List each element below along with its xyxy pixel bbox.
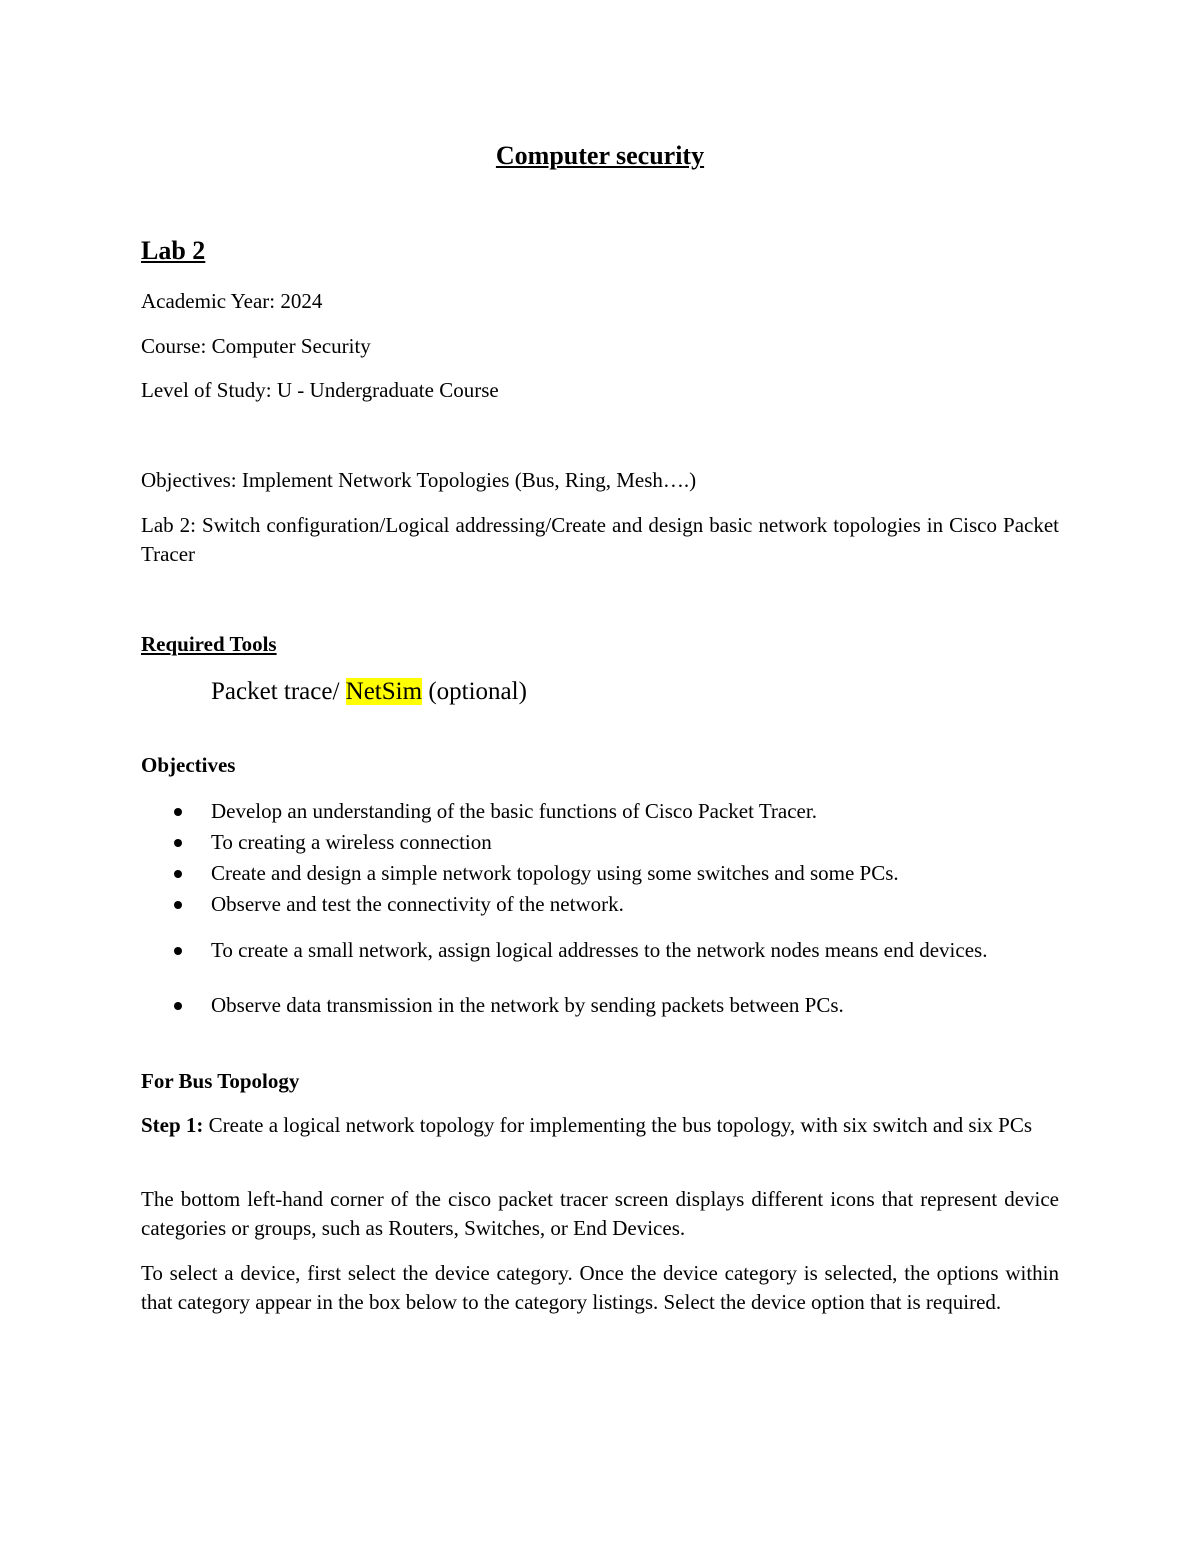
list-item-text: Develop an understanding of the basic functions of Cisco Packet Tracer. <box>211 799 817 823</box>
bus-topology-heading: For Bus Topology <box>141 1069 300 1093</box>
course-line: Course: Computer Security <box>141 334 371 358</box>
lab-description: Lab 2: Switch configuration/Logical addressing/Create and design basic network topologies in Cisco Packet Tracer <box>141 513 1059 566</box>
document-title: Computer security <box>495 141 705 170</box>
tools-line <box>211 676 527 708</box>
tools-suffix: (optional) <box>422 678 527 705</box>
objectives-summary: Objectives: Implement Network Topologies (Bus, Ring, Mesh….) <box>141 468 697 492</box>
bullet-icon <box>174 1002 182 1010</box>
step-1-text: Create a logical network topology for implementing the bus topology, with six switch and six PCs <box>203 1113 1033 1137</box>
bullet-icon <box>174 839 182 847</box>
select-device-paragraph: To select a device, first select the device category. Once the device category is selected, the options within that category appear in the box below to the category listings. Select the device option that is required. <box>141 1261 1059 1314</box>
step-1-label: Step 1: <box>141 1113 204 1137</box>
tools-prefix: Packet trace/ <box>211 678 346 705</box>
level-of-study: Level of Study: U - Undergraduate Course <box>141 378 499 402</box>
bullet-icon <box>174 870 182 878</box>
list-item-text: Create and design a simple network topology using some switches and some PCs. <box>211 861 899 885</box>
list-item-text: To creating a wireless connection <box>211 830 492 854</box>
objectives-heading: Objectives <box>141 753 236 777</box>
bullet-icon <box>174 947 182 955</box>
step-1-paragraph <box>141 1111 1059 1140</box>
list-item-text: Observe and test the connectivity of the network. <box>211 892 624 916</box>
bullet-icon <box>174 808 182 816</box>
tools-highlighted: NetSim <box>345 678 423 705</box>
bullet-icon <box>174 901 182 909</box>
lab-heading: Lab 2 <box>141 236 206 265</box>
list-item-text: Observe data transmission in the network by sending packets between PCs. <box>211 993 844 1017</box>
device-icons-paragraph: The bottom left-hand corner of the cisco packet tracer screen displays different icons that represent device categories or groups, such as Routers, Switches, or End Devices. <box>141 1187 1059 1240</box>
required-tools-heading: Required Tools <box>141 632 277 656</box>
list-item-text: To create a small network, assign logical addresses to the network nodes means end devices. <box>211 938 988 962</box>
academic-year: Academic Year: 2024 <box>141 289 323 313</box>
